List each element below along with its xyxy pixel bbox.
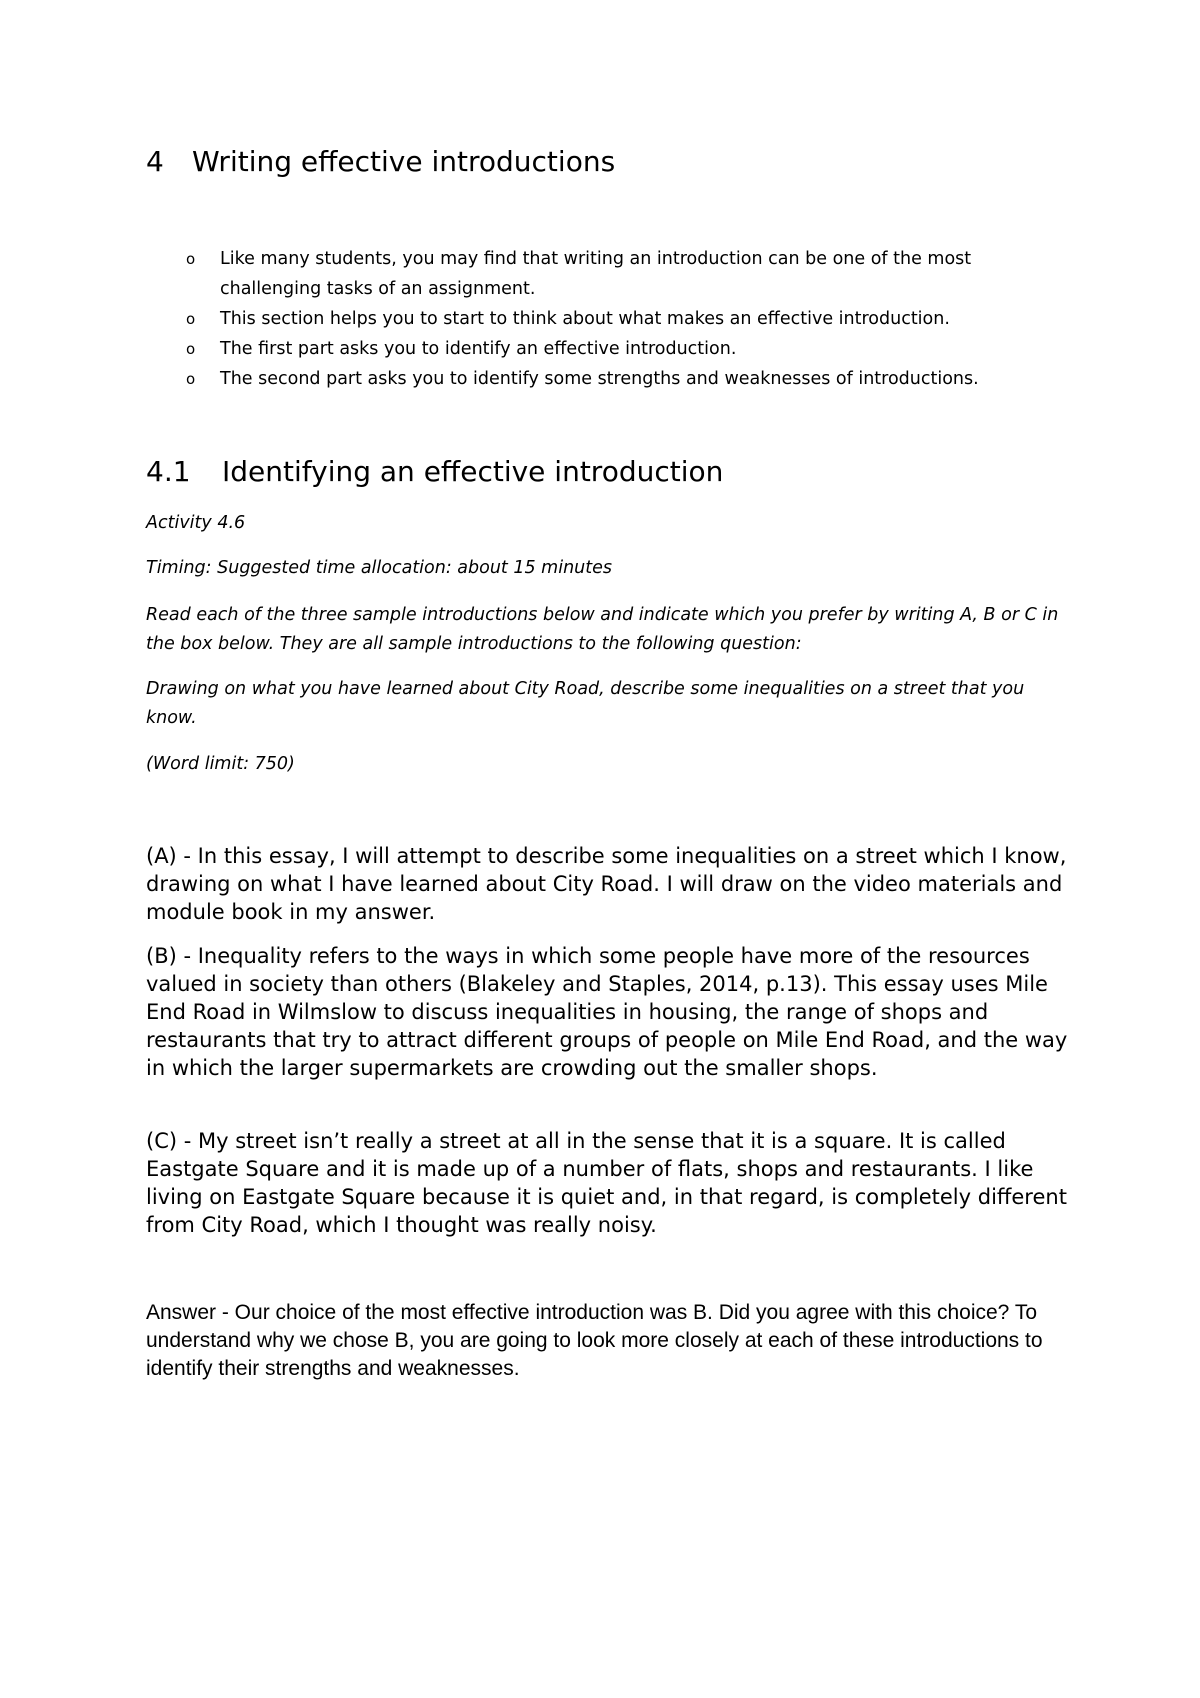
instructions-text: Read each of the three sample introductions below and indicate which you prefer by writing A, B or C in the box below. They are all sample introductions to the following question: — [146, 605, 1059, 654]
bullet-text: This section helps you to start to think about what makes an effective introduction. — [220, 309, 950, 329]
bullet-marker: o — [186, 340, 196, 358]
list-item — [146, 334, 1046, 364]
subsection-number: 4.1 — [146, 455, 191, 488]
bullet-marker: o — [186, 250, 196, 268]
section-heading — [146, 144, 1096, 180]
sample-introduction-b: (B) - Inequality refers to the ways in which some people have more of the resources valued in society than others (Blakeley and Staples, 2014, p.13). This essay uses Mile End Road in Wilmslow to discuss inequalities in housing, the range of shops and restaurants that try to attract different groups of people on Mile End Road, and the way in which the larger supermarkets are crowding out the smaller shops. — [146, 944, 1068, 1080]
sample-introduction-c: (C) - My street isn’t really a street at all in the sense that it is a square. It is called Eastgate Square and it is made up of a number of flats, shops and restaurants. I like living on Eastgate Square because it is quiet and, in that regard, is completely different from City Road, which I thought was really noisy. — [146, 1129, 1067, 1237]
intro-bullet-list — [146, 244, 1046, 394]
section-title: Writing effective introductions — [192, 145, 616, 178]
word-limit-text: (Word limit: 750) — [146, 754, 295, 774]
bullet-text: The second part asks you to identify some strengths and weaknesses of introductions. — [220, 369, 979, 389]
bullet-marker: o — [186, 370, 196, 388]
timing-text: Timing: Suggested time allocation: about 15 minutes — [146, 558, 613, 578]
bullet-text: The first part asks you to identify an effective introduction. — [220, 339, 737, 359]
section-number: 4 — [146, 145, 164, 178]
list-item — [146, 304, 1046, 334]
bullet-text: Like many students, you may find that writing an introduction can be one of the most challenging tasks of an assignment. — [220, 249, 972, 299]
question-text: Drawing on what you have learned about City Road, describe some inequalities on a street that you know. — [146, 679, 1025, 728]
subsection-heading — [146, 454, 1096, 490]
list-item — [146, 244, 1046, 304]
sample-introduction-a: (A) - In this essay, I will attempt to describe some inequalities on a street which I know, drawing on what I have learned about City Road. I will draw on the video materials and module book in my answer. — [146, 844, 1067, 924]
bullet-marker: o — [186, 310, 196, 328]
answer-text: Answer - Our choice of the most effective introduction was B. Did you agree with this choice? To understand why we chose B, you are going to look more closely at each of these introductions to identify their strengths and weaknesses. — [146, 1301, 1043, 1380]
subsection-title: Identifying an effective introduction — [222, 455, 724, 488]
activity-label: Activity 4.6 — [146, 513, 246, 533]
list-item — [146, 364, 1046, 394]
